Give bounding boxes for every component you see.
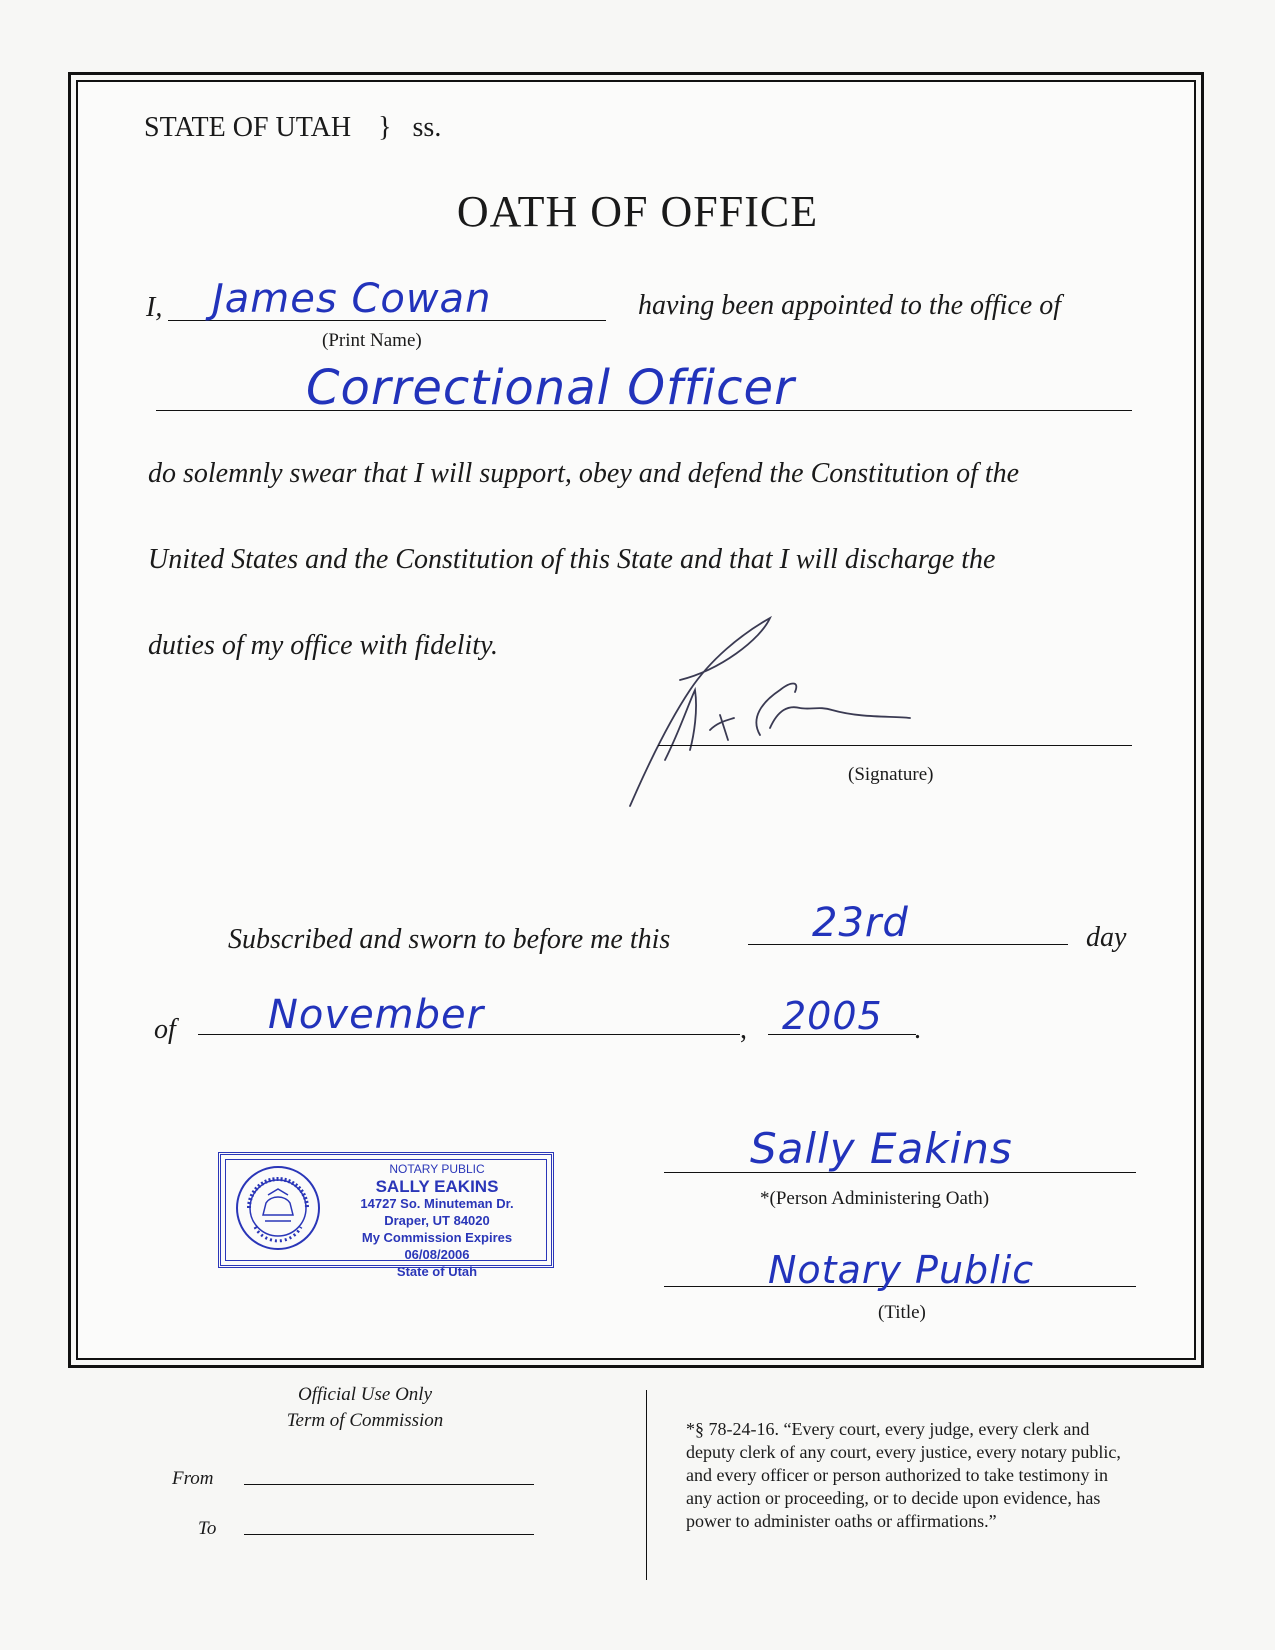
form-title: OATH OF OFFICE [456, 187, 819, 236]
stamp-line-3: 14727 So. Minuteman Dr. [360, 1196, 514, 1211]
year-period: . [914, 1014, 921, 1045]
oath-line-3: duties of my office with fidelity. [148, 630, 498, 661]
state-name: STATE OF UTAH [144, 112, 352, 143]
name-prefix: I, [146, 292, 163, 323]
month-comma: , [740, 1014, 747, 1045]
oath-line-1: do solemnly swear that I will support, obey and defend the Constitution of the [148, 458, 1020, 489]
state-seal-icon [235, 1165, 321, 1251]
oath-line-2: United States and the Constitution of this State and that I will discharge the [148, 544, 996, 575]
stamp-line-5: My Commission Expires 06/08/2006 [361, 1230, 513, 1262]
handwritten-office: Correctional Officer [306, 360, 795, 416]
of-label: of [154, 1014, 176, 1045]
official-use-heading: Official Use Only [297, 1384, 433, 1405]
appointed-text: having been appointed to the office of [638, 290, 1062, 321]
state-brace: } [378, 112, 392, 143]
handwritten-year: 2005 [782, 994, 883, 1038]
handwritten-day: 23rd [812, 900, 909, 946]
handwritten-title: Notary Public [768, 1248, 1035, 1292]
stamp-text-block [329, 1161, 545, 1280]
footnote-line-2: deputy clerk of any court, every justice, every notary public, [686, 1442, 1121, 1462]
statute-footnote [686, 1418, 1121, 1533]
handwritten-month: November [268, 992, 485, 1038]
to-underline [244, 1534, 534, 1535]
print-name-caption: (Print Name) [322, 330, 422, 351]
from-label: From [172, 1468, 214, 1489]
title-caption: (Title) [878, 1302, 926, 1323]
state-header [144, 112, 441, 144]
stamp-line-2: SALLY EAKINS [375, 1177, 499, 1196]
handwritten-administrator: Sally Eakins [750, 1124, 1013, 1173]
ss-abbrev: ss. [412, 112, 442, 143]
signature-underline [658, 745, 1132, 746]
notary-stamp [218, 1152, 554, 1279]
footnote-line-5: power to administer oaths or affirmations.” [686, 1511, 997, 1531]
stamp-line-6: State of Utah [396, 1264, 478, 1279]
stamp-line-4: Draper, UT 84020 [384, 1213, 490, 1228]
term-heading: Term of Commission [286, 1410, 444, 1431]
subscribed-text: Subscribed and sworn to before me this [228, 924, 671, 955]
administrator-caption: *(Person Administering Oath) [760, 1188, 990, 1209]
signature-caption: (Signature) [848, 764, 934, 785]
footnote-line-4: any action or proceeding, or to decide upon evidence, has [686, 1488, 1101, 1508]
to-label: To [198, 1518, 217, 1539]
footnote-line-1: *§ 78-24-16. “Every court, every judge, every clerk and [686, 1419, 1090, 1439]
day-label: day [1086, 922, 1127, 953]
footnote-line-3: and every officer or person authorized to take testimony in [686, 1465, 1109, 1485]
handwritten-name: James Cowan [212, 276, 492, 322]
footer-divider [646, 1390, 647, 1580]
stamp-line-1: NOTARY PUBLIC [389, 1162, 485, 1176]
from-underline [244, 1484, 534, 1485]
